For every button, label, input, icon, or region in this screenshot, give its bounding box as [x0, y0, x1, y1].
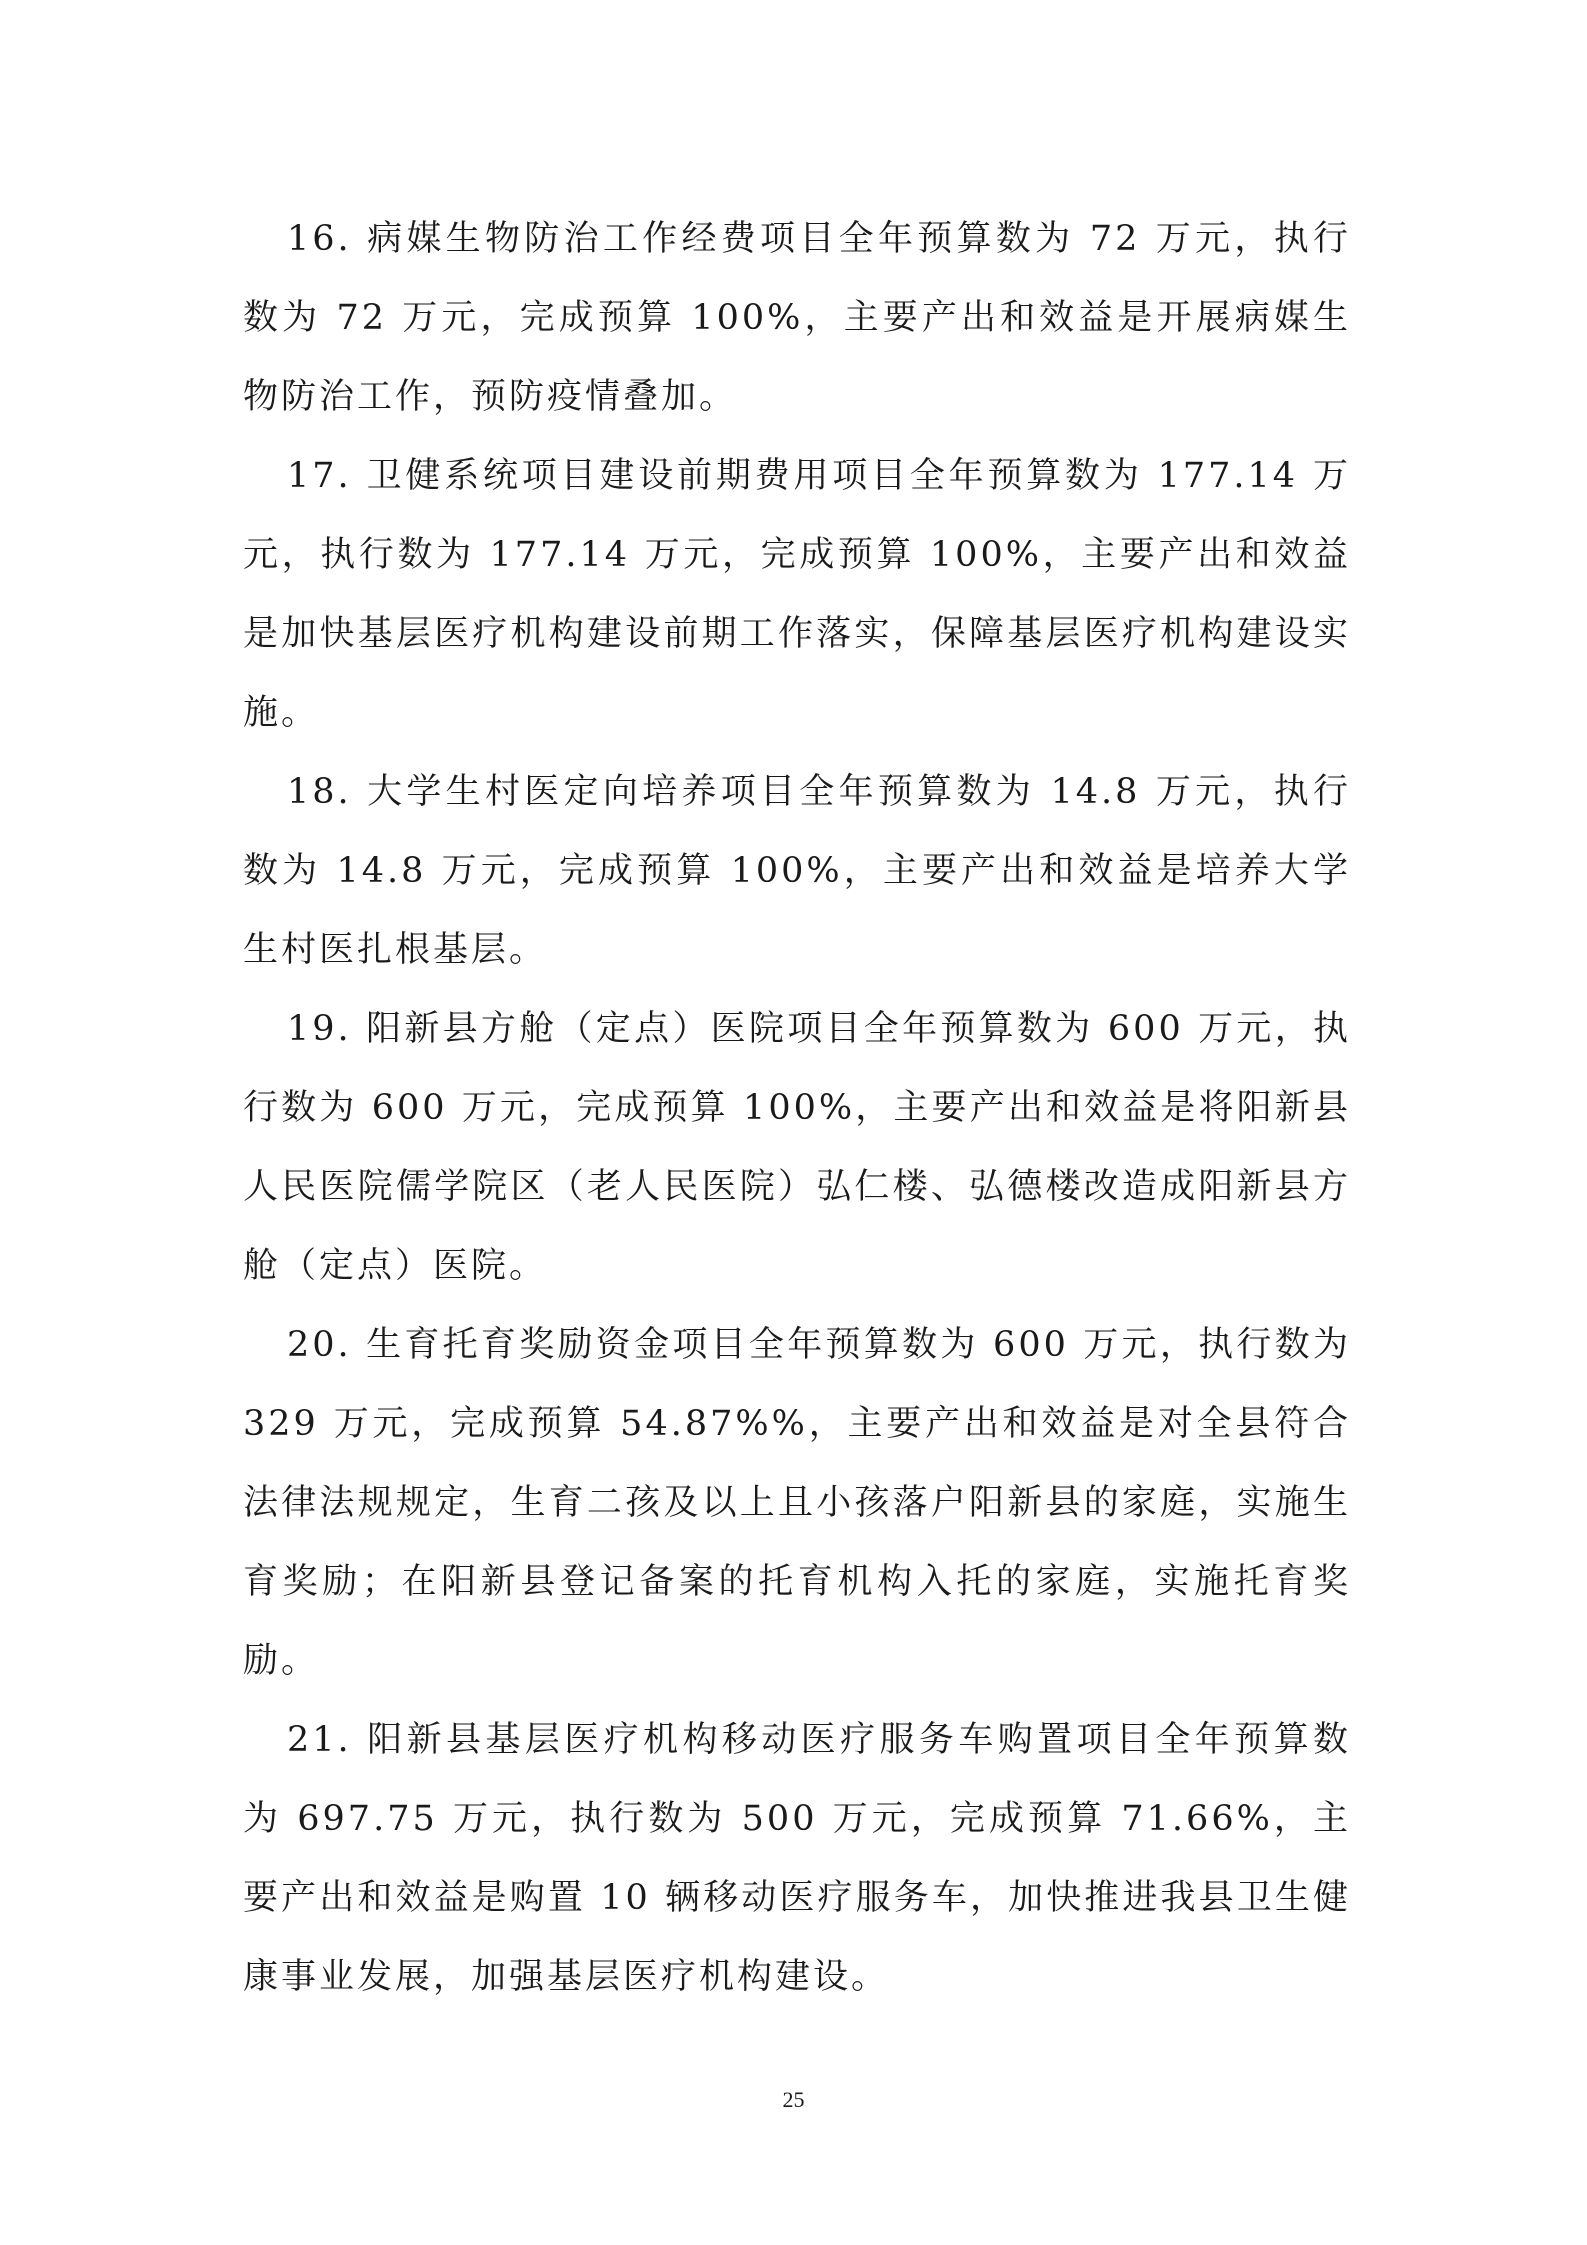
- document-body: [243, 200, 1351, 2017]
- paragraph-18: 18. 大学生村医定向培养项目全年预算数为 14.8 万元，执行数为 14.8 万元，完成预算 100%，主要产出和效益是培养大学生村医扎根基层。: [243, 772, 1351, 970]
- paragraph-21: 21. 阳新县基层医疗机构移动医疗服务车购置项目全年预算数为 697.75 万元，执行数为 500 万元，完成预算 71.66%，主要产出和效益是购置 10 辆移动医疗服务车，加快推进我县卫生健康事业发展，加强基层医疗机构建设。: [243, 1720, 1351, 1997]
- paragraph-20: 20. 生育托育奖励资金项目全年预算数为 600 万元，执行数为 329 万元，完成预算 54.87%%，主要产出和效益是对全县符合法律法规规定，生育二孩及以上且小孩落户阳新县的家庭，实施生育奖励；在阳新县登记备案的托育机构入托的家庭，实施托育奖励。: [243, 1325, 1351, 1681]
- paragraph-17: 17. 卫健系统项目建设前期费用项目全年预算数为 177.14 万元，执行数为 177.14 万元，完成预算 100%，主要产出和效益是加快基层医疗机构建设前期工作落实，保障基层医疗机构建设实施。: [243, 456, 1351, 733]
- paragraph-16: 16. 病媒生物防治工作经费项目全年预算数为 72 万元，执行数为 72 万元，完成预算 100%，主要产出和效益是开展病媒生物防治工作，预防疫情叠加。: [243, 219, 1351, 417]
- paragraph-19: 19. 阳新县方舱（定点）医院项目全年预算数为 600 万元，执行数为 600 万元，完成预算 100%，主要产出和效益是将阳新县人民医院儒学院区（老人民医院）弘仁楼、弘德楼改造成阳新县方舱（定点）医院。: [243, 1009, 1351, 1286]
- page-number: 25: [782, 2087, 805, 2112]
